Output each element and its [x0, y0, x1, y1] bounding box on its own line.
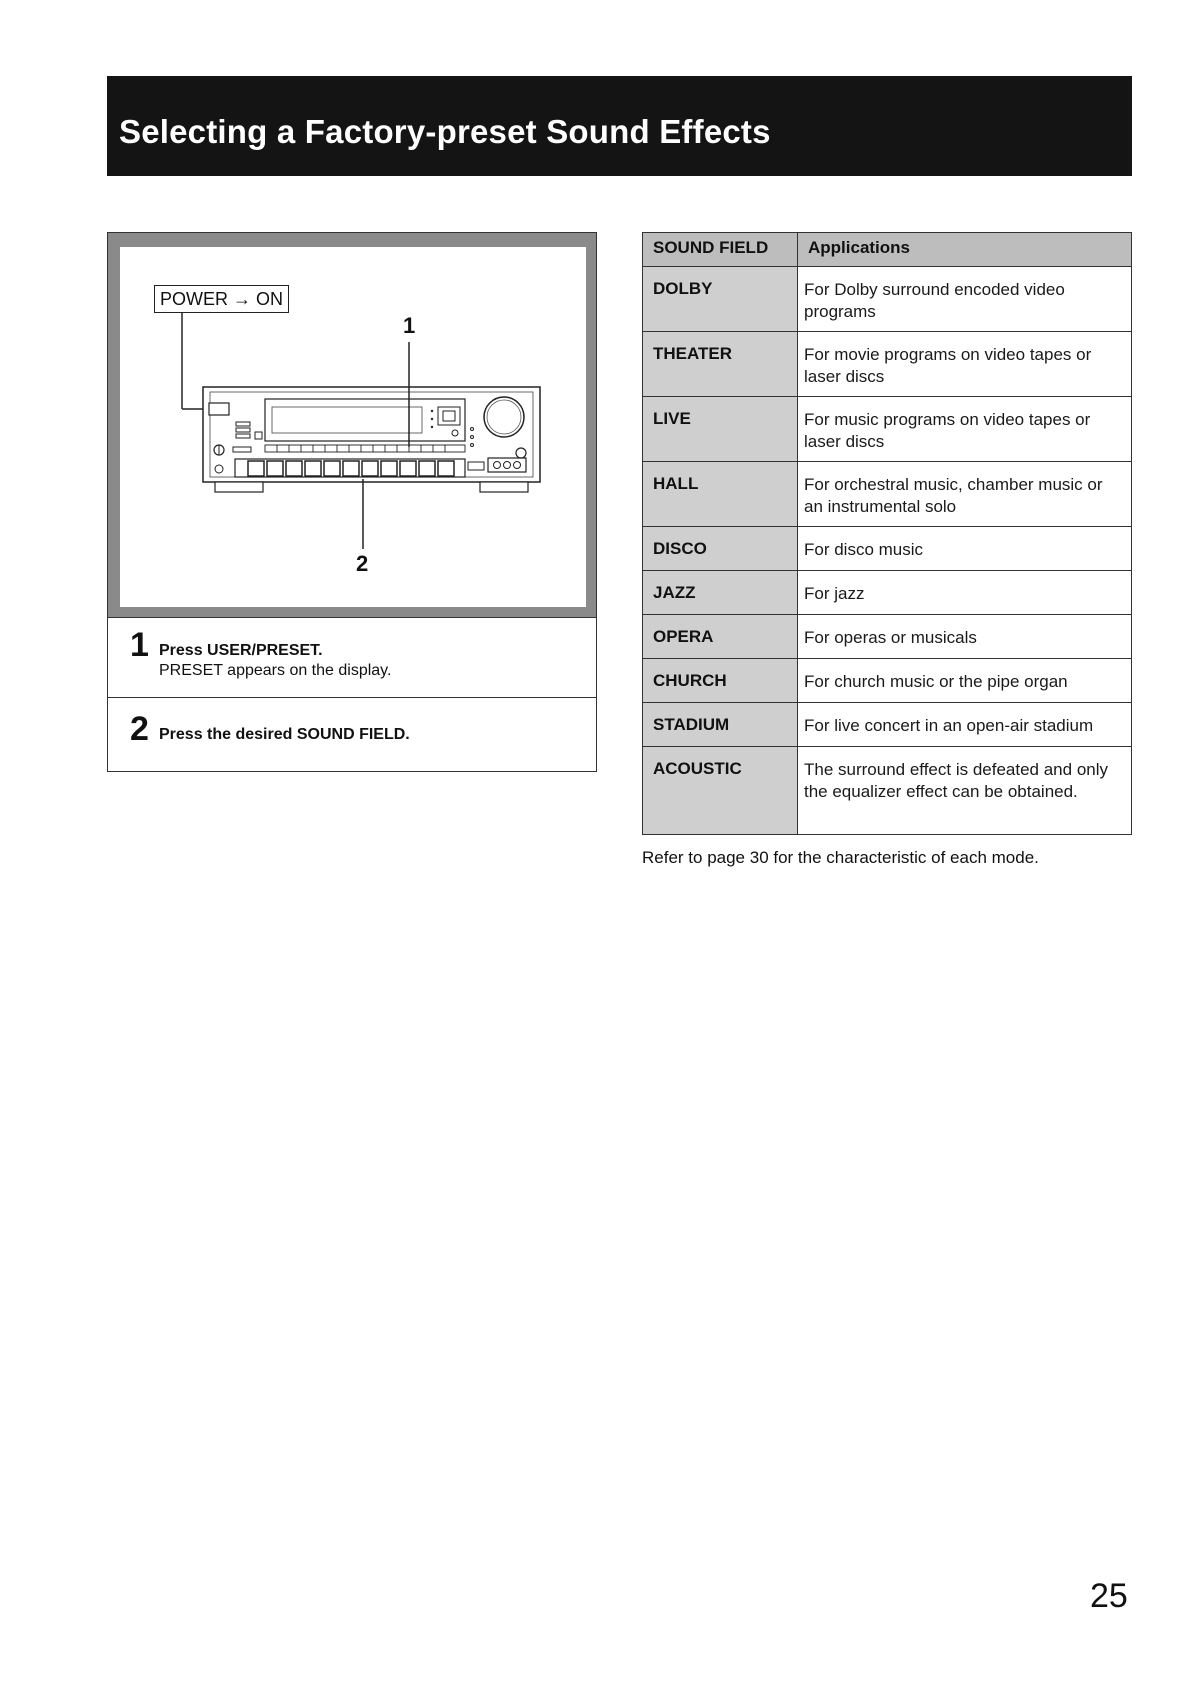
- field-application: For disco music: [798, 527, 1132, 571]
- table-row: [643, 659, 1132, 703]
- callout-2: 2: [356, 551, 369, 576]
- page-number: 25: [1090, 1577, 1128, 1615]
- step-1: [108, 617, 596, 697]
- step-2-heading: Press the desired SOUND FIELD.: [159, 726, 410, 743]
- field-name: DOLBY: [643, 267, 798, 332]
- field-application: For movie programs on video tapes or laser discs: [798, 332, 1132, 397]
- field-name: CHURCH: [643, 659, 798, 703]
- power-on-label: POWER → ON: [154, 285, 289, 313]
- table-row: [643, 332, 1132, 397]
- field-application: For Dolby surround encoded video programs: [798, 267, 1132, 332]
- field-name: THEATER: [643, 332, 798, 397]
- table-row: [643, 397, 1132, 462]
- field-application: The surround effect is defeated and only the equalizer effect can be obtained.: [798, 747, 1132, 835]
- field-application: For operas or musicals: [798, 615, 1132, 659]
- header-sound-field: SOUND FIELD: [643, 233, 798, 267]
- table-row: [643, 747, 1132, 835]
- table-row: [643, 462, 1132, 527]
- step-2: [108, 697, 596, 771]
- field-name: DISCO: [643, 527, 798, 571]
- table-row: [643, 615, 1132, 659]
- sound-field-table: [642, 232, 1132, 835]
- field-application: For jazz: [798, 571, 1132, 615]
- field-application: For music programs on video tapes or laser discs: [798, 397, 1132, 462]
- step-1-heading: Press USER/PRESET.: [159, 642, 323, 659]
- step-1-number: 1: [130, 626, 149, 664]
- field-application: For live concert in an open-air stadium: [798, 703, 1132, 747]
- step-1-description: PRESET appears on the display.: [159, 662, 392, 679]
- table-row: [643, 703, 1132, 747]
- callout-1: 1: [403, 313, 416, 338]
- instruction-panel: [107, 232, 597, 772]
- field-name: ACOUSTIC: [643, 747, 798, 835]
- illustration-area: [120, 247, 586, 607]
- step-2-number: 2: [130, 710, 149, 748]
- table-row: [643, 267, 1132, 332]
- field-application: For orchestral music, chamber music or an instrumental solo: [798, 462, 1132, 527]
- table-row: [643, 571, 1132, 615]
- header-applications: Applications: [798, 233, 1132, 267]
- field-application: For church music or the pipe organ: [798, 659, 1132, 703]
- title-bar: [107, 76, 1132, 176]
- illustration-frame: [108, 233, 596, 617]
- table-row: [643, 527, 1132, 571]
- table-header-row: [643, 233, 1132, 267]
- field-name: STADIUM: [643, 703, 798, 747]
- field-name: HALL: [643, 462, 798, 527]
- field-name: JAZZ: [643, 571, 798, 615]
- field-name: LIVE: [643, 397, 798, 462]
- field-name: OPERA: [643, 615, 798, 659]
- reference-note: Refer to page 30 for the characteristic of each mode.: [642, 848, 1039, 867]
- page-title: Selecting a Factory-preset Sound Effects: [119, 113, 771, 150]
